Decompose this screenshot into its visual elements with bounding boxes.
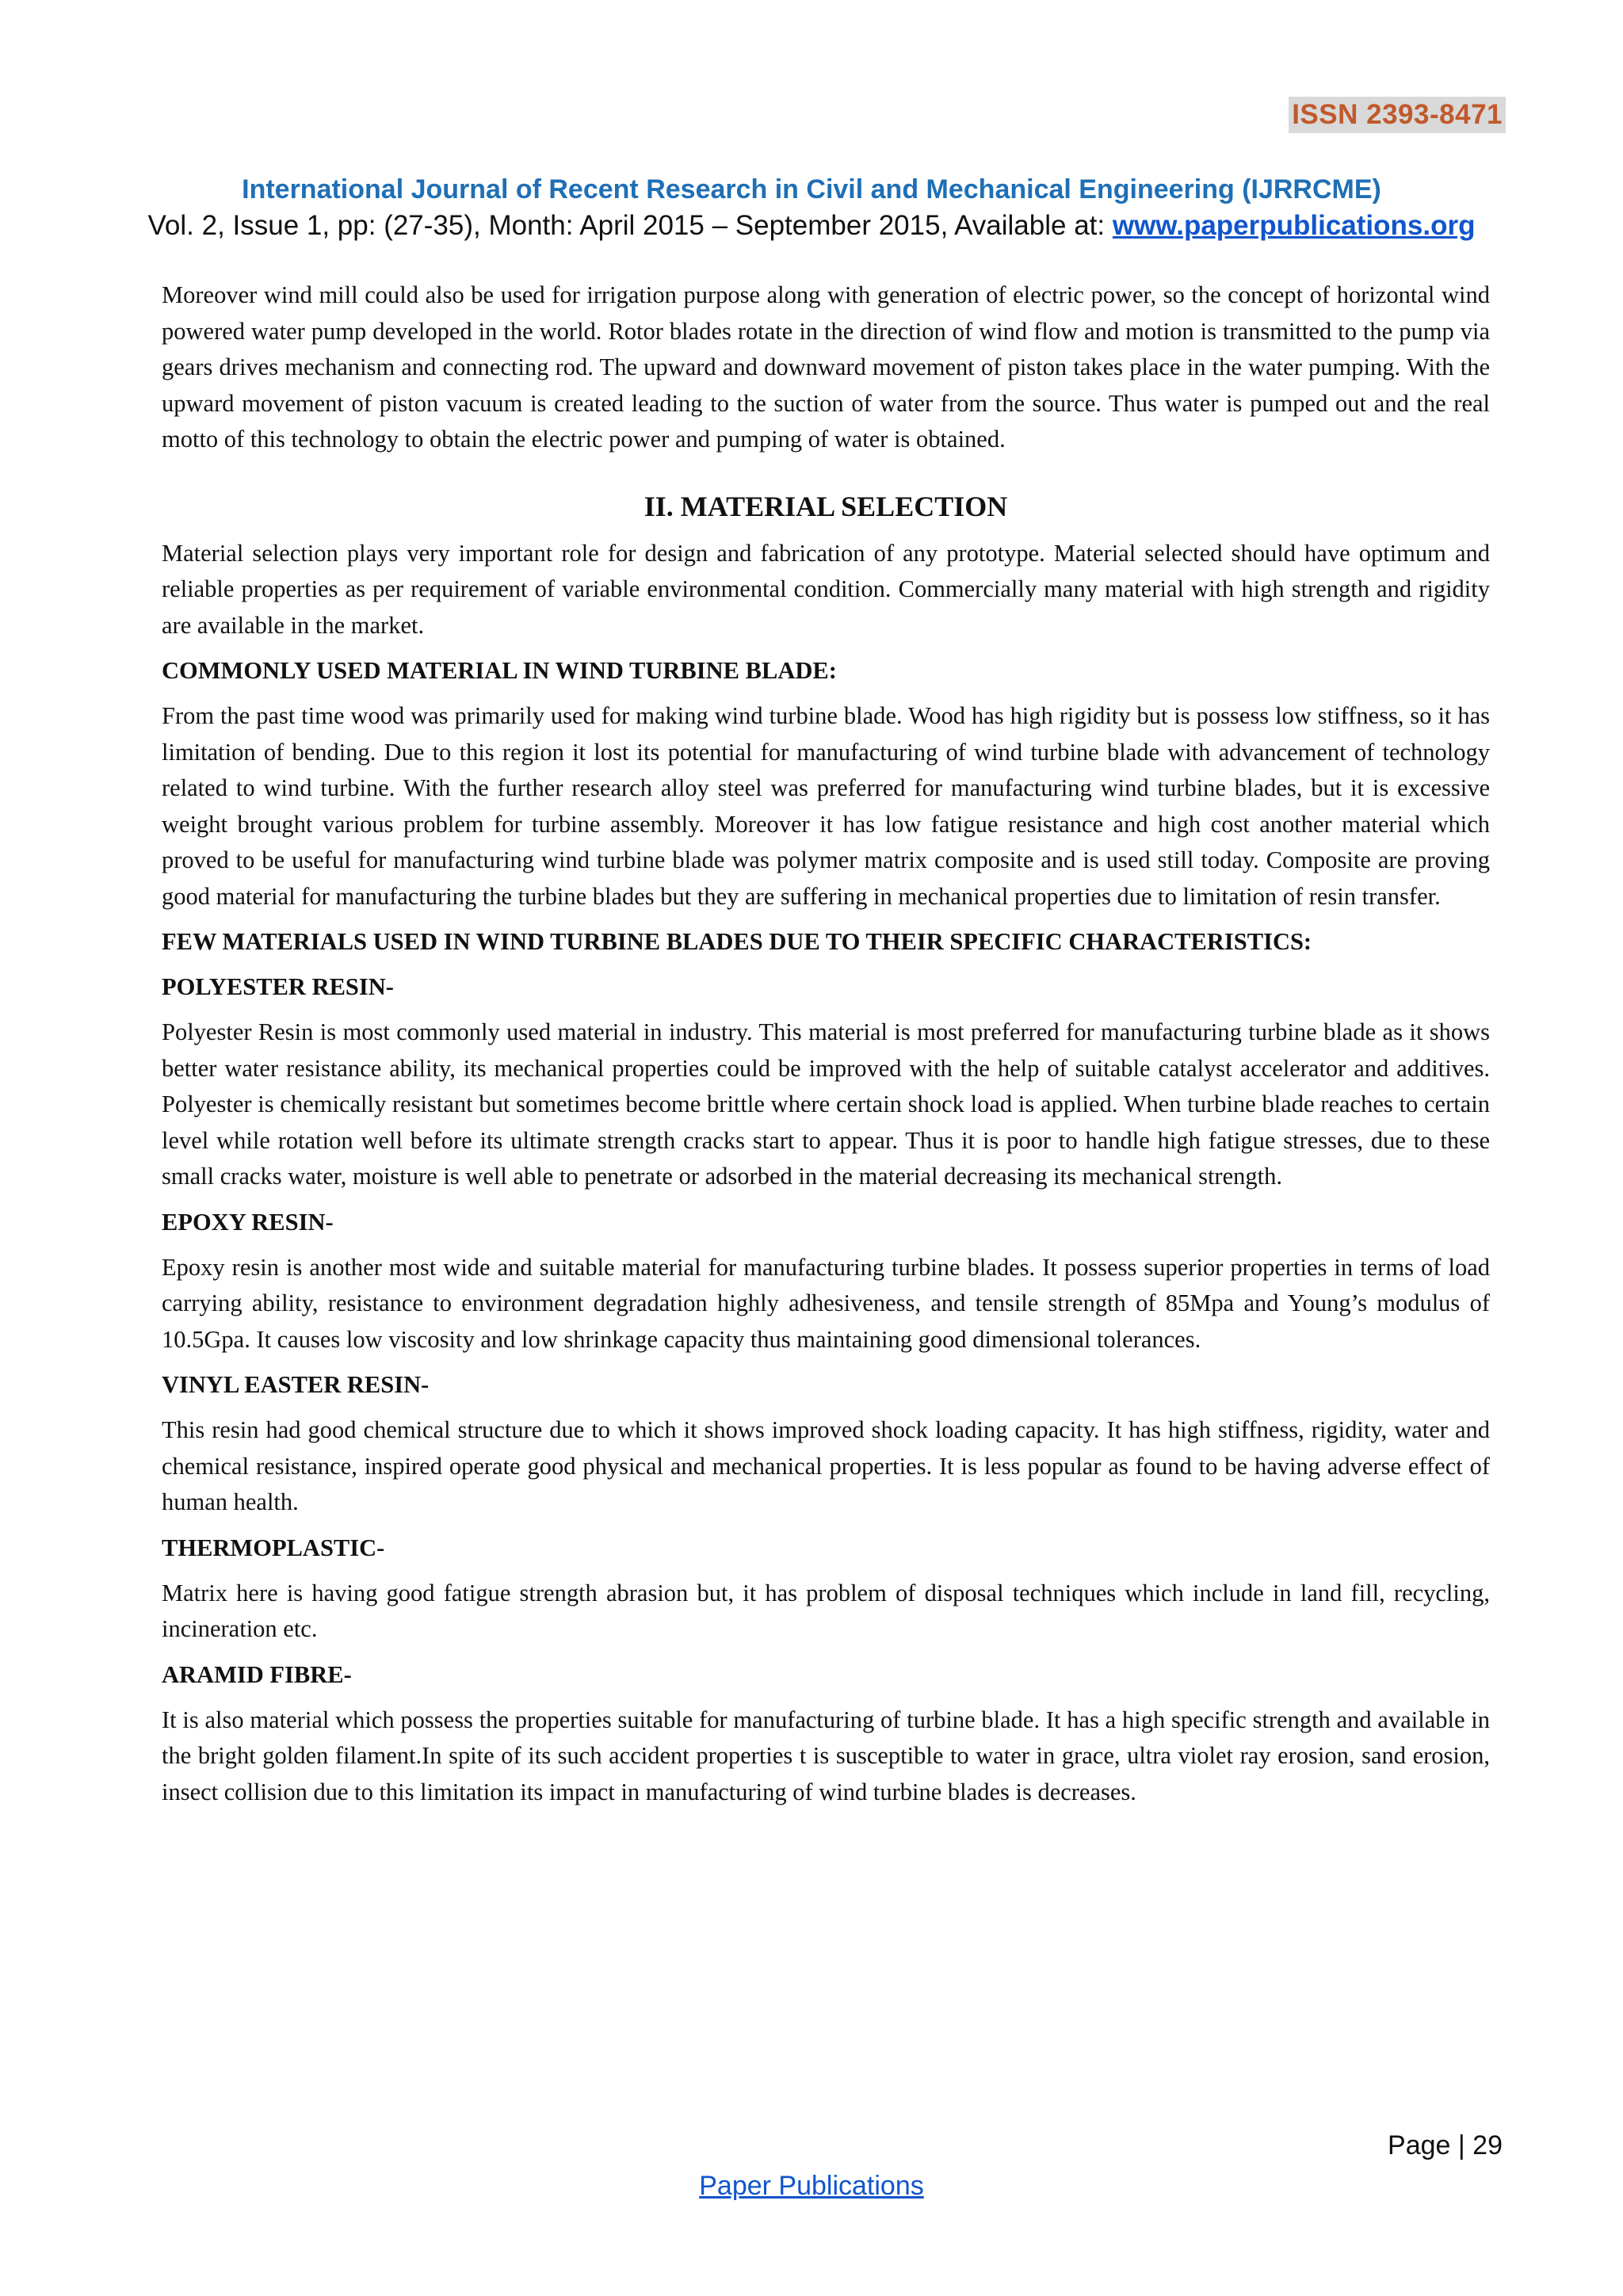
subheading-polyester-resin: POLYESTER RESIN-	[162, 973, 394, 1000]
epoxy-resin-paragraph: Epoxy resin is another most wide and suitable material for manufacturing turbine blades. It possess superior properties in terms of load carrying ability, resistance to environment degradation highly adhesiveness, and tensile strength of 85Mpa and Young’s modulus of 10.5Gpa. It causes low viscosity and low shrinkage capacity thus maintaining good dimensional tolerances.	[162, 1253, 1490, 1353]
thermoplastic-paragraph: Matrix here is having good fatigue strength abrasion but, it has problem of disposal techniques which include in land fill, recycling, incineration etc.	[162, 1579, 1490, 1642]
issn-badge: ISSN 2393-8471	[1289, 97, 1506, 133]
subheading-epoxy-resin: EPOXY RESIN-	[162, 1208, 334, 1236]
vinyl-easter-resin-paragraph: This resin had good chemical structure due to which it shows improved shock loading capacity. It has high stiffness, rigidity, water and chemical resistance, inspired operate good physical and mechanical properties. It is less popular as found to be having adverse effect of human health.	[162, 1416, 1490, 1515]
section-heading-material-selection: II. MATERIAL SELECTION	[643, 490, 1008, 522]
subheading-vinyl-easter-resin: VINYL EASTER RESIN-	[162, 1371, 430, 1398]
material-selection-paragraph: Material selection plays very important role for design and fabrication of any prototype. Material selected should have optimum and reliable properties as per requirement of variable environmental condition. Commercially many material with high strength and rigidity are available in the market.	[162, 539, 1490, 639]
journal-title: International Journal of Recent Research in Civil and Mechanical Engineering (IJRRCME)	[242, 174, 1381, 204]
polyester-resin-paragraph: Polyester Resin is most commonly used material in industry. This material is most preferred for manufacturing turbine blade as it shows better water resistance ability, its mechanical properties could be improved with the help of suitable catalyst accelerator and additives. Polyester is chemically resistant but sometimes become brittle where certain shock load is applied. When turbine blade reaches to certain level while rotation well before its ultimate strength cracks start to appear. Thus it is poor to handle high fatigue stresses, due to these small cracks water, moisture is well able to penetrate or adsorbed in the material decreasing its mechanical strength.	[162, 1018, 1490, 1190]
publisher-footer-link[interactable]: Paper Publications	[699, 2171, 924, 2201]
page-body	[162, 277, 1490, 1810]
subheading-few-materials: FEW MATERIALS USED IN WIND TURBINE BLADES DUE TO THEIR SPECIFIC CHARACTERISTICS:	[162, 928, 1312, 955]
aramid-fibre-paragraph: It is also material which possess the properties suitable for manufacturing of turbine blade. It has a high specific strength and available in the bright golden filament.In spite of its such accident properties t is susceptible to water in grace, ultra violet ray erosion, sand erosion, insect collision due to this limitation its impact in manufacturing of wind turbine blades is decreases.	[162, 1706, 1490, 1805]
page-number: Page | 29	[1388, 2130, 1503, 2160]
subheading-thermoplastic: THERMOPLASTIC-	[162, 1534, 385, 1561]
journal-details	[0, 208, 1623, 244]
journal-url-link[interactable]: www.paperpublications.org	[1112, 210, 1476, 241]
subheading-commonly-used: COMMONLY USED MATERIAL IN WIND TURBINE BLADE:	[162, 657, 837, 684]
subheading-aramid-fibre: ARAMID FIBRE-	[162, 1660, 352, 1688]
journal-details-text: Vol. 2, Issue 1, pp: (27-35), Month: April 2015 – September 2015, Available at:	[147, 210, 1113, 241]
commonly-used-paragraph: From the past time wood was primarily used for making wind turbine blade. Wood has high rigidity but is possess low stiffness, so it has limitation of bending. Due to this region it lost its potential for manufacturing of wind turbine blade with advancement of technology related to wind turbine. With the further research alloy steel was preferred for manufacturing wind turbine blades, but it is excessive weight brought various problem for turbine assembly. Moreover it has low fatigue resistance and high cost another material which proved to be useful for manufacturing wind turbine blade was polymer matrix composite and is used still today. Composite are proving good material for manufacturing the turbine blades but they are suffering in mechanical properties due to limitation of resin transfer.	[162, 702, 1490, 910]
intro-paragraph: Moreover wind mill could also be used for irrigation purpose along with generation of electric power, so the concept of horizontal wind powered water pump developed in the world. Rotor blades rotate in the direction of wind flow and motion is transmitted to the pump via gears drives mechanism and connecting rod. The upward and downward movement of piston takes place in the water pumping. With the upward movement of piston vacuum is created leading to the suction of water from the source. Thus water is pumped out and the real motto of this technology to obtain the electric power and pumping of water is obtained.	[162, 281, 1490, 453]
